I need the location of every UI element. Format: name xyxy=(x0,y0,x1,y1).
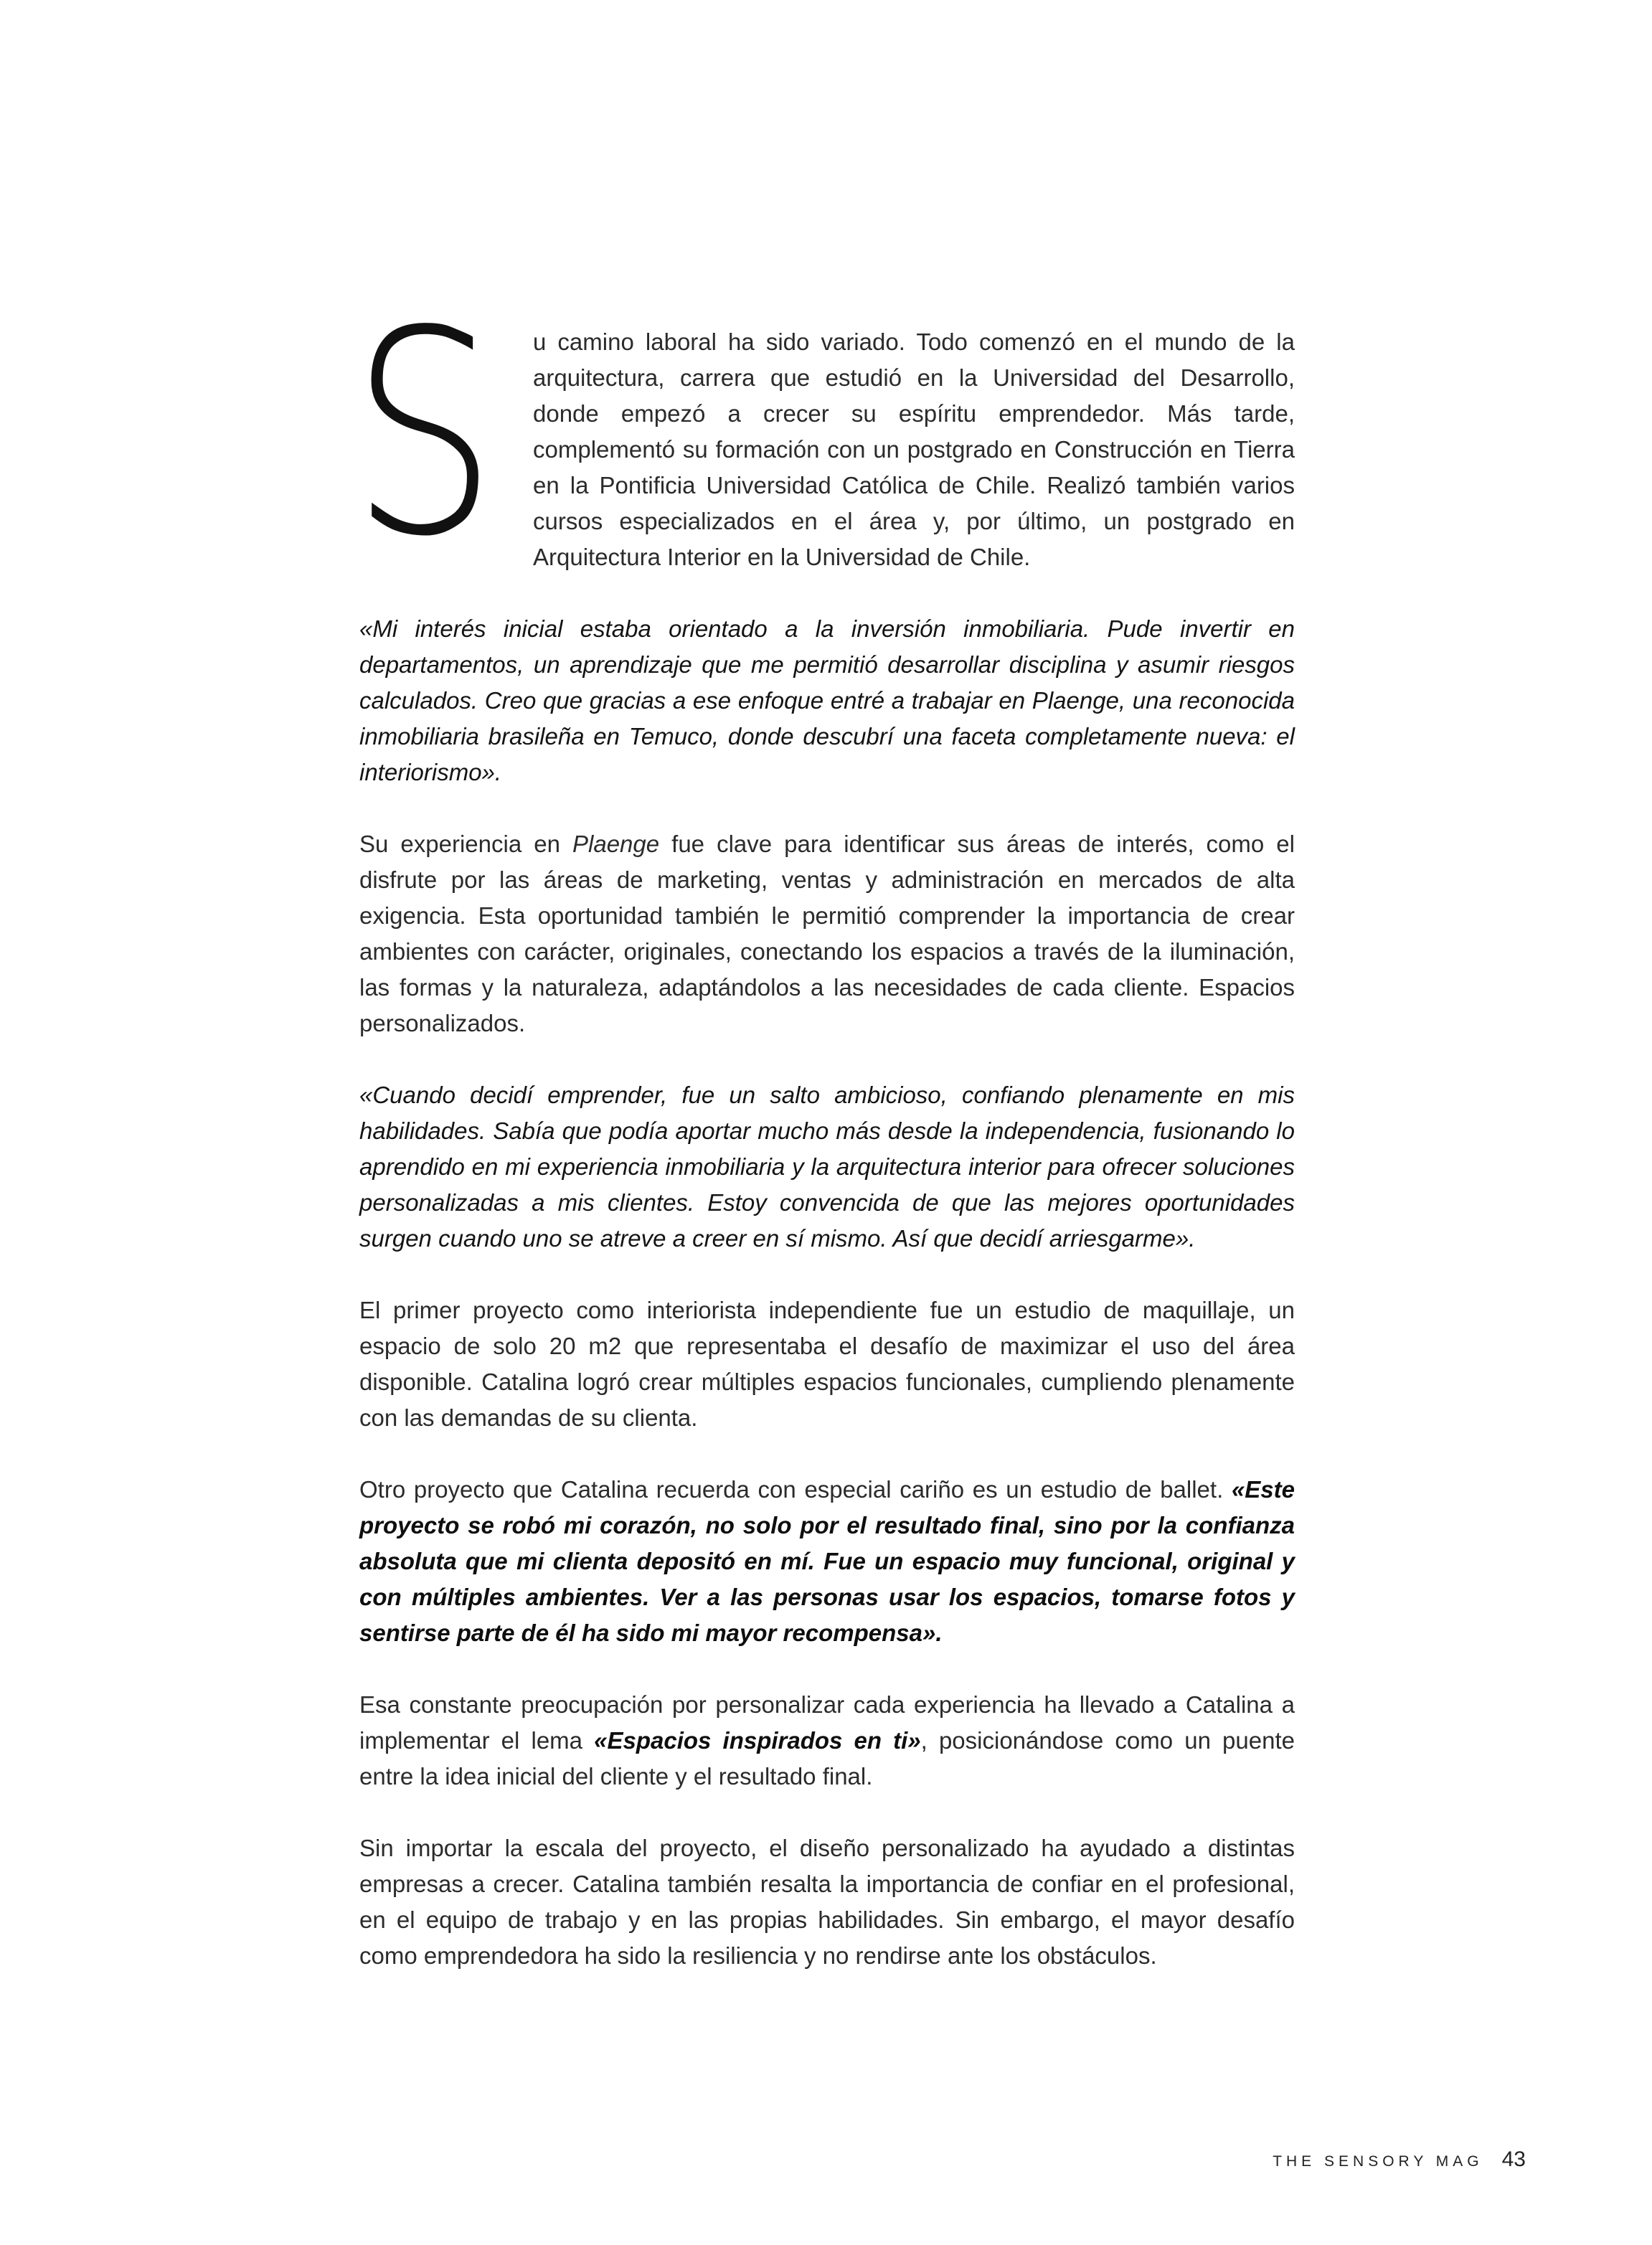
paragraph-conclusion xyxy=(359,1830,1295,1974)
quote-ballet: «Este proyecto se robó mi corazón, no solo por el resultado final, sino por la confianza absoluta que mi clienta depositó en mí. Fue un espacio muy funcional, original y con múltiples ambientes. Ver a las personas usar los espacios, tomarse fotos y sentirse parte de él ha sido mi mayor recompensa». xyxy=(359,1476,1295,1646)
paragraph-text: fue clave para identificar sus áreas de interés, como el disfrute por las áreas de marketing, ventas y administración en mercados de alta exigencia. Esta oportunidad también le permitió comprender la importancia de crear ambientes con carácter, originales, conectando los espacios a través de la iluminación, las formas y la naturaleza, adaptándolos a las necesidades de cada cliente. Espacios personalizados. xyxy=(359,831,1295,1036)
article-body xyxy=(351,271,1295,1974)
paragraph-intro xyxy=(351,271,1295,598)
paragraph-text: El primer proyecto como interiorista independiente fue un estudio de maquillaje, un espacio de solo 20 m2 que representaba el desafío de maximizar el uso del área disponible. Catalina logró crear múltiples espacios funcionales, cumpliendo plenamente con las demandas de su clienta. xyxy=(359,1297,1295,1431)
publication-name: THE SENSORY MAG xyxy=(1273,2153,1483,2170)
company-name-emphasis: Plaenge xyxy=(572,831,660,857)
page-number: 43 xyxy=(1501,2147,1526,2171)
paragraph-ballet-project xyxy=(359,1472,1295,1651)
motto-emphasis: «Espacios inspirados en ti» xyxy=(594,1727,921,1754)
paragraph-motto xyxy=(359,1687,1295,1795)
page-footer xyxy=(1273,2147,1526,2172)
paragraph-text: Esa constante preocupación por personalizar cada experiencia ha llevado a Catalina a implementar el lema xyxy=(359,1691,1295,1754)
paragraph-text: , posicionándose como un puente entre la idea inicial del cliente y el resultado final. xyxy=(359,1727,1295,1790)
paragraph-plaenge xyxy=(359,826,1295,1041)
quote-investment xyxy=(359,611,1295,790)
paragraph-text: Sin importar la escala del proyecto, el diseño personalizado ha ayudado a distintas empresas a crecer. Catalina también resalta la importancia de confiar en el profesional, en el equipo de trabajo y en las propias habilidades. Sin embargo, el mayor desafío como emprendedora ha sido la resiliencia y no rendirse ante los obstáculos. xyxy=(359,1835,1295,1969)
quote-text: «Cuando decidí emprender, fue un salto ambicioso, confiando plenamente en mis habilidades. Sabía que podía aportar mucho más desde la independencia, fusionando lo aprendido en mi experiencia inmobiliaria y la arquitectura interior para ofrecer soluciones personalizadas a mis clientes. Estoy convencida de que las mejores oportunidades surgen cuando uno se atreve a creer en sí mismo. Así que decidí arriesgarme». xyxy=(359,1082,1295,1252)
paragraph-text: Su experiencia en xyxy=(359,831,572,857)
paragraph-text: u camino laboral ha sido variado. Todo comenzó en el mundo de la arquitectura, carrera que estudió en la Universidad del Desarrollo, donde empezó a crecer su espíritu emprendedor. Más tarde, complementó su formación con un postgrado en Construcción en Tierra en la Pontificia Universidad Católica de Chile. Realizó también varios cursos especializados en el área y, por último, un postgrado en Arquitectura Interior en la Universidad de Chile. xyxy=(533,329,1295,570)
drop-cap: S xyxy=(351,271,491,598)
paragraph-first-project xyxy=(359,1292,1295,1436)
quote-text: «Mi interés inicial estaba orientado a la inversión inmobiliaria. Pude invertir en departamentos, un aprendizaje que me permitió desarrollar disciplina y asumir riesgos calculados. Creo que gracias a ese enfoque entré a trabajar en Plaenge, una reconocida inmobiliaria brasileña en Temuco, donde descubrí una faceta completamente nueva: el interiorismo». xyxy=(359,615,1295,785)
quote-entrepreneurship xyxy=(359,1077,1295,1257)
paragraph-text: Otro proyecto que Catalina recuerda con especial cariño es un estudio de ballet. xyxy=(359,1476,1232,1503)
